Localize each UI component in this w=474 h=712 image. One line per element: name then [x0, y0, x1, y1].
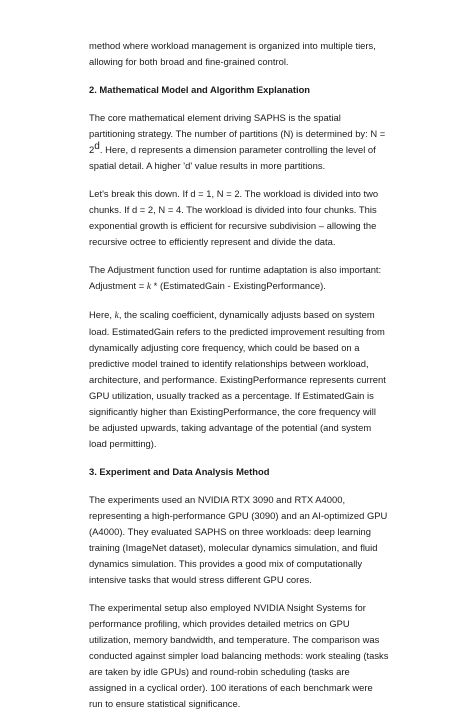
- k-symbol: k: [146, 282, 152, 292]
- scaling-text-a: Here,: [89, 309, 115, 320]
- partitioning-text-a: The core mathematical element driving SAPHS is the spatial partitioning strategy. The number of partitions (N) is determined by: N = 2: [89, 112, 386, 155]
- paragraph-scaling-coefficient: [89, 307, 389, 452]
- exponent-d: d: [94, 141, 100, 152]
- paragraph-partitioning: [89, 110, 389, 174]
- paragraph-breakdown: Let's break this down. If d = 1, N = 2. The workload is divided into two chunks. If d = 2, N = 4. The workload is divided into four chunks. This exponential growth is efficient for recursive subdivision – allowing the recursive octree to efficiently represent and divide the data.: [89, 188, 379, 247]
- document-page: [89, 38, 389, 712]
- k-symbol: k: [114, 311, 119, 321]
- adjustment-text-a: The Adjustment function used for runtime adaptation is also important: Adjustment =: [89, 264, 382, 291]
- paragraph-adjustment: [89, 262, 389, 295]
- scaling-text-b: , the scaling coefficient, dynamically adjusts based on system load. EstimatedGain refers to the predicted improvement resulting from dynamically adjusting core frequency, which could be based on a predictive model trained to identify relationships between workload, architecture, and performance. ExistingPerformance represents current GPU utilization, usually tracked as a percentage. If EstimatedGain is significantly higher than ExistingPerformance, the core frequency will be adjusted upwards, taking advantage of the potential (and system load permitting).: [89, 309, 386, 449]
- paragraph-continuation: method where workload management is organized into multiple tiers, allowing for both broad and fine-grained control.: [89, 40, 376, 67]
- partitioning-text-b: . Here, d represents a dimension parameter controlling the level of spatial detail. A higher 'd' value results in more partitions.: [89, 144, 376, 171]
- paragraph-experiments: The experiments used an NVIDIA RTX 3090 and RTX A4000, representing a high-performance GPU (3090) and an AI-optimized GPU (A4000). They evaluated SAPHS on three workloads: deep learning training (ImageNet dataset), molecular dynamics simulation, and fluid dynamics simulation. This provides a good mix of computationally intensive tasks that would stress different GPU cores.: [89, 494, 388, 585]
- paragraph-setup: The experimental setup also employed NVIDIA Nsight Systems for performance profiling, which provides detailed metrics on GPU utilization, memory bandwidth, and temperature. The comparison was conducted against simpler load balancing methods: work stealing (tasks are taken by idle GPUs) and round-robin scheduling (tasks are assigned in a cyclical order). 100 iterations of each benchmark were run to ensure statistical significance.: [89, 602, 389, 709]
- section-heading-math-model: 2. Mathematical Model and Algorithm Explanation: [89, 84, 311, 95]
- adjustment-text-b: * (EstimatedGain - ExistingPerformance).: [151, 280, 326, 291]
- section-heading-experiment: 3. Experiment and Data Analysis Method: [89, 466, 270, 477]
